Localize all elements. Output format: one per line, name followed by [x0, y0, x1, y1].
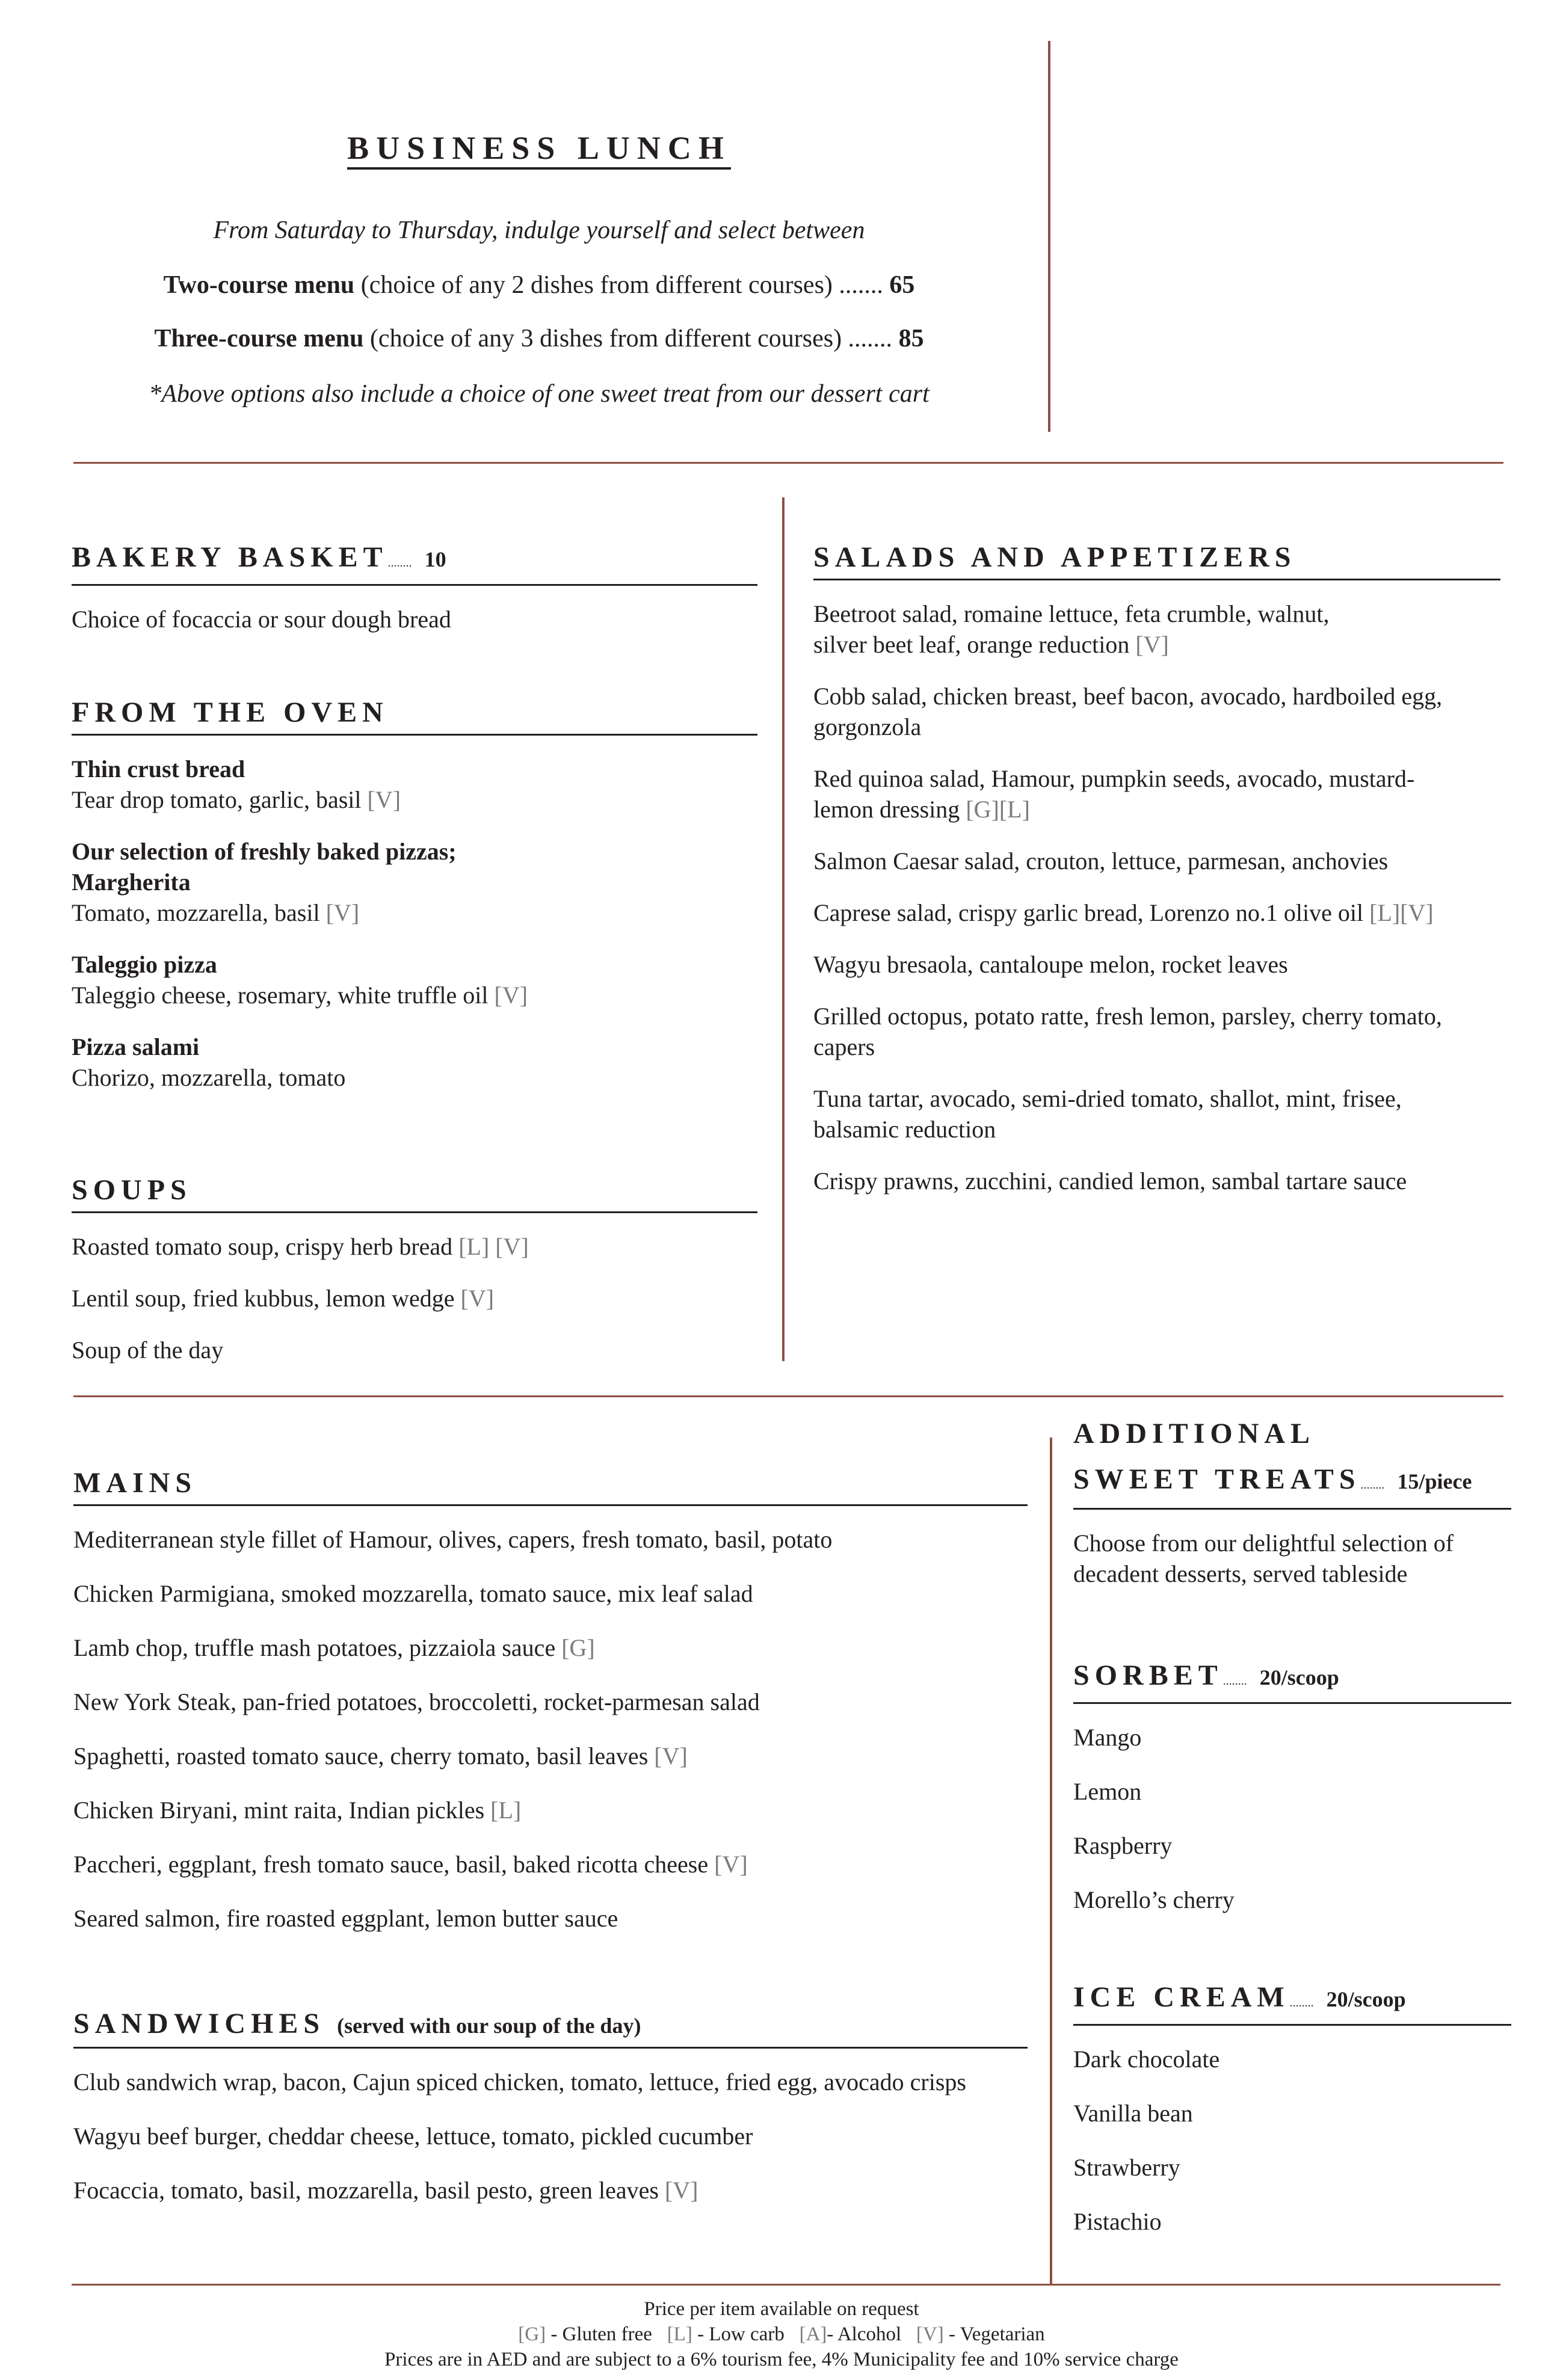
menu-item-description [73, 1903, 1028, 1934]
section-heading [73, 1462, 1028, 1506]
menu-item-description [1073, 1558, 1511, 1589]
price-leader-dots: ........ [1289, 1996, 1314, 2009]
menu-item [73, 1849, 1028, 1880]
menu-item-text: Taleggio cheese, rosemary, white truffle oil [72, 982, 489, 1009]
section-bakery-basket [72, 537, 757, 656]
menu-item [73, 1795, 1028, 1825]
menu-item-list [72, 604, 757, 635]
menu-item-description [73, 1795, 1028, 1825]
menu-item [73, 2067, 1028, 2097]
menu-item-text: Cobb salad, chicken breast, beef bacon, avocado, hardboiled egg, [813, 683, 1443, 710]
page-title [0, 129, 1078, 167]
menu-item-description [1073, 1528, 1511, 1558]
menu-item-description [813, 1166, 1500, 1196]
menu-item-description [813, 1083, 1500, 1114]
menu-item-description [72, 897, 757, 928]
menu-item-text: silver beet leaf, orange reduction [813, 631, 1130, 658]
menu-item-description [813, 949, 1500, 980]
dietary-tag: [L] [490, 1797, 522, 1824]
menu-item-text: Wagyu beef burger, cheddar cheese, lettuce, tomato, pickled cucumber [73, 2123, 753, 2150]
section-soups [72, 1169, 757, 1386]
dietary-tag: [L] [V] [458, 1233, 529, 1260]
menu-item-text: Chicken Biryani, mint raita, Indian pickles [73, 1797, 485, 1824]
section-title: ICE CREAM [1073, 1981, 1290, 2013]
menu-item-description [813, 846, 1500, 876]
section-heading [1073, 1411, 1511, 1510]
section-title: MAINS [73, 1467, 197, 1499]
section-heading-line: ADDITIONAL [1073, 1418, 1316, 1450]
menu-item [73, 2175, 1028, 2206]
menu-item [72, 1231, 757, 1262]
legend-tag: [L] [667, 2323, 692, 2345]
menu-item-description [73, 1741, 1028, 1771]
menu-item-description [72, 604, 757, 635]
section-price: 20/scoop [1259, 1665, 1339, 1690]
dietary-tag: [V] [460, 1285, 495, 1312]
menu-item-description [73, 1524, 1028, 1555]
legend-text: - Vegetarian [943, 2323, 1045, 2345]
menu-item [813, 763, 1500, 825]
two-course-label: Two-course menu [163, 271, 355, 299]
menu-item [73, 1903, 1028, 1934]
menu-item [73, 1687, 1028, 1717]
menu-item-description [813, 1001, 1500, 1032]
menu-item-description [1073, 2152, 1511, 2183]
dietary-tag: [V] [1135, 631, 1169, 658]
menu-item-description [813, 1032, 1500, 1062]
section-title: BAKERY BASKET [72, 541, 388, 573]
menu-item-text: Choose from our delightful selection of [1073, 1530, 1454, 1557]
menu-item-description [73, 1849, 1028, 1880]
menu-item [813, 897, 1500, 928]
menu-item-text: Pistachio [1073, 2208, 1162, 2235]
divider-footer [72, 2284, 1500, 2286]
menu-item-description [813, 897, 1500, 928]
dietary-tag: [L][V] [1369, 899, 1434, 926]
menu-item [72, 754, 757, 815]
section-heading [813, 537, 1500, 580]
section-title: SOUPS [72, 1174, 192, 1206]
price-leader-dots: ........ [387, 556, 412, 570]
menu-item [813, 1001, 1500, 1062]
menu-item-description [813, 681, 1500, 712]
menu-item-description [1073, 1722, 1511, 1753]
menu-item [72, 1283, 757, 1314]
menu-item-description [1073, 2098, 1511, 2129]
menu-item-description [72, 1231, 757, 1262]
menu-item-text: Red quinoa salad, Hamour, pumpkin seeds, avocado, mustard- [813, 765, 1415, 792]
menu-item [72, 836, 757, 928]
menu-item-text: decadent desserts, served tableside [1073, 1560, 1408, 1587]
menu-item [1073, 1722, 1511, 1753]
divider-horizontal-2 [73, 1395, 1503, 1397]
legend-tag: [V] [916, 2323, 944, 2345]
menu-item-text: Tomato, mozzarella, basil [72, 899, 320, 926]
menu-item-text: Beetroot salad, romaine lettuce, feta crumble, walnut, [813, 600, 1330, 627]
menu-item-description [813, 1114, 1500, 1145]
menu-item-name: Our selection of freshly baked pizzas; [72, 838, 457, 865]
menu-item-description [813, 598, 1500, 629]
section-heading [1073, 1655, 1511, 1704]
menu-item-text: Tear drop tomato, garlic, basil [72, 786, 362, 813]
section-title: SALADS AND APPETIZERS [813, 541, 1296, 573]
header-subtitle: From Saturday to Thursday, indulge yourself and select between [213, 217, 865, 244]
menu-item-description [813, 629, 1500, 660]
section-note: (served with our soup of the day) [337, 2014, 641, 2038]
menu-item-text: Morello’s cherry [1073, 1886, 1235, 1913]
menu-item-list [73, 1524, 1028, 1934]
dietary-tag: [V] [494, 982, 528, 1009]
menu-item-text: Dark chocolate [1073, 2046, 1220, 2073]
menu-item-text: Roasted tomato soup, crispy herb bread [72, 1233, 453, 1260]
menu-item-text: New York Steak, pan-fried potatoes, broccoletti, rocket-parmesan salad [73, 1688, 760, 1715]
menu-item-description [72, 784, 757, 815]
menu-item-description [1073, 1884, 1511, 1915]
section-sandwiches [73, 2003, 1028, 2229]
menu-item-text: Choice of focaccia or sour dough bread [72, 606, 451, 633]
section-price: 15/piece [1397, 1469, 1472, 1493]
section-sorbet [1073, 1655, 1511, 1939]
menu-item-text: Lamb chop, truffle mash potatoes, pizzaiola sauce [73, 1634, 556, 1661]
menu-item-text: balsamic reduction [813, 1116, 996, 1143]
menu-item-text: Chorizo, mozzarella, tomato [72, 1064, 346, 1091]
menu-item [72, 604, 757, 635]
menu-item-text: Strawberry [1073, 2154, 1180, 2181]
dietary-tag: [G] [561, 1634, 595, 1661]
menu-item-text: Spaghetti, roasted tomato sauce, cherry tomato, basil leaves [73, 1742, 649, 1770]
menu-item [813, 846, 1500, 876]
price-leader-dots: ........ [1360, 1478, 1385, 1492]
header-note: *Above options also include a choice of one sweet treat from our dessert cart [149, 380, 929, 408]
dietary-tag: [V] [325, 899, 360, 926]
menu-item-text: gorgonzola [813, 713, 922, 740]
menu-item [1073, 1830, 1511, 1861]
two-course-text: (choice of any 2 dishes from different courses) ....... [354, 271, 890, 299]
menu-item-description [72, 1283, 757, 1314]
menu-item [73, 1741, 1028, 1771]
menu-item-list [1073, 1528, 1511, 1589]
menu-item-text: Mango [1073, 1724, 1142, 1751]
menu-item-text: Grilled octopus, potato ratte, fresh lemon, parsley, cherry tomato, [813, 1003, 1442, 1030]
menu-item-name: Pizza salami [72, 1033, 200, 1060]
menu-item [73, 1578, 1028, 1609]
menu-item [1073, 2044, 1511, 2074]
menu-item [1073, 2098, 1511, 2129]
menu-item-list [1073, 2044, 1511, 2237]
three-course-label: Three-course menu [154, 325, 364, 352]
section-heading-line [1073, 1457, 1511, 1508]
menu-item-description [73, 1632, 1028, 1663]
menu-item [73, 1524, 1028, 1555]
menu-item-description [1073, 2044, 1511, 2074]
menu-item [813, 1083, 1500, 1145]
section-title: SORBET [1073, 1659, 1223, 1691]
menu-item-description [72, 1335, 757, 1365]
menu-item [1073, 1776, 1511, 1807]
menu-item-list [1073, 1722, 1511, 1915]
menu-item-description [1073, 1830, 1511, 1861]
menu-item [1073, 1884, 1511, 1915]
section-title: FROM THE OVEN [72, 696, 389, 728]
menu-item-description [813, 794, 1500, 825]
menu-item [73, 1632, 1028, 1663]
section-additional-sweet-treats [1073, 1411, 1511, 1613]
menu-item-description [72, 980, 757, 1010]
menu-item-text: Wagyu bresaola, cantaloupe melon, rocket leaves [813, 951, 1288, 978]
legend-text: - Alcohol [827, 2323, 916, 2345]
section-title: SWEET TREATS [1073, 1463, 1361, 1495]
two-course-price: 65 [889, 271, 915, 299]
menu-item-list [72, 754, 757, 1093]
menu-item-text: Chicken Parmigiana, smoked mozzarella, tomato sauce, mix leaf salad [73, 1580, 753, 1607]
section-price: 10 [424, 547, 446, 571]
menu-item-text: Club sandwich wrap, bacon, Cajun spiced chicken, tomato, lettuce, fried egg, avocado crisps [73, 2068, 966, 2096]
menu-item-text: Lentil soup, fried kubbus, lemon wedge [72, 1285, 461, 1312]
menu-item-description [813, 712, 1500, 742]
section-heading [72, 1169, 757, 1213]
footer-price-note: Price per item available on request [644, 2298, 919, 2320]
menu-item-text: Vanilla bean [1073, 2100, 1193, 2127]
menu-item [813, 681, 1500, 742]
three-course-offer [0, 322, 1078, 355]
section-ice-cream [1073, 1976, 1511, 2260]
menu-item-text: Caprese salad, crispy garlic bread, Lorenzo no.1 olive oil [813, 899, 1364, 926]
dietary-tag: [G][L] [966, 796, 1030, 823]
menu-item-description [72, 1062, 757, 1093]
menu-item-description [1073, 1776, 1511, 1807]
legend-text: - Gluten free [546, 2323, 667, 2345]
section-from-the-oven [72, 692, 757, 1114]
price-leader-dots: ........ [1222, 1674, 1247, 1688]
menu-item [72, 1335, 757, 1365]
dietary-tag: [V] [664, 2177, 698, 2204]
section-mains [73, 1462, 1028, 1957]
menu-item [813, 949, 1500, 980]
three-course-price: 85 [898, 325, 924, 352]
menu-item-text: Seared salmon, fire roasted eggplant, lemon butter sauce [73, 1905, 618, 1932]
menu-item-text: Lemon [1073, 1778, 1142, 1805]
menu-item-name: Margherita [72, 869, 191, 896]
menu-item [73, 2121, 1028, 2151]
divider-middle-vertical [782, 497, 785, 1361]
section-price: 20/scoop [1326, 1987, 1406, 2011]
menu-item-text: Tuna tartar, avocado, semi-dried tomato, shallot, mint, frisee, [813, 1085, 1402, 1112]
menu-item [72, 949, 757, 1010]
menu-item-name: Taleggio pizza [72, 951, 217, 978]
menu-item [813, 598, 1500, 660]
dietary-tag: [V] [654, 1742, 688, 1770]
menu-item-text: lemon dressing [813, 796, 960, 823]
menu-item-text: capers [813, 1033, 875, 1060]
section-heading [72, 692, 757, 736]
section-title: SANDWICHES [73, 2008, 325, 2040]
menu-item-description [73, 2175, 1028, 2206]
menu-item-text: Focaccia, tomato, basil, mozzarella, basil pesto, green leaves [73, 2177, 659, 2204]
dietary-tag: [V] [367, 786, 401, 813]
section-salads-and-appetizers [813, 537, 1500, 1217]
three-course-text: (choice of any 3 dishes from different courses) ....... [363, 325, 899, 352]
menu-item-text: Mediterranean style fillet of Hamour, olives, capers, fresh tomato, basil, potato [73, 1526, 833, 1553]
page-title-text: BUSINESS LUNCH [347, 130, 731, 170]
menu-item [72, 1032, 757, 1093]
section-heading [73, 2003, 1028, 2049]
two-course-offer [0, 268, 1078, 302]
menu-item [813, 1166, 1500, 1196]
menu-item-description [73, 1687, 1028, 1717]
menu-item-description [73, 2121, 1028, 2151]
menu-item [1073, 1528, 1511, 1589]
legend-text: - Low carb [692, 2323, 800, 2345]
menu-item-text: Crispy prawns, zucchini, candied lemon, sambal tartare sauce [813, 1167, 1407, 1195]
menu-item-text: Salmon Caesar salad, crouton, lettuce, parmesan, anchovies [813, 847, 1389, 875]
legend-tag: [G] [518, 2323, 546, 2345]
menu-item-list [813, 598, 1500, 1196]
menu-item-name: Thin crust bread [72, 755, 245, 783]
dietary-tag: [V] [714, 1851, 748, 1878]
legend-tag: [A] [799, 2323, 827, 2345]
menu-item-description [73, 1578, 1028, 1609]
footer-tax-note: Prices are in AED and are subject to a 6% tourism fee, 4% Municipality fee and 10% service charge [384, 2349, 1179, 2370]
menu-item-description [73, 2067, 1028, 2097]
menu-item-text: Raspberry [1073, 1832, 1173, 1859]
menu-item-text: Soup of the day [72, 1336, 224, 1364]
menu-item-list [72, 1231, 757, 1365]
menu-item-text: Paccheri, eggplant, fresh tomato sauce, basil, baked ricotta cheese [73, 1851, 709, 1878]
footer-legend [0, 2322, 1563, 2347]
menu-item [1073, 2206, 1511, 2237]
menu-item-description [1073, 2206, 1511, 2237]
divider-horizontal-1 [73, 462, 1503, 464]
menu-item-description [813, 763, 1500, 794]
menu-item [1073, 2152, 1511, 2183]
section-heading [72, 537, 757, 586]
divider-bottom-vertical [1050, 1438, 1052, 2284]
section-heading [1073, 1976, 1511, 2026]
menu-item-list [73, 2067, 1028, 2206]
